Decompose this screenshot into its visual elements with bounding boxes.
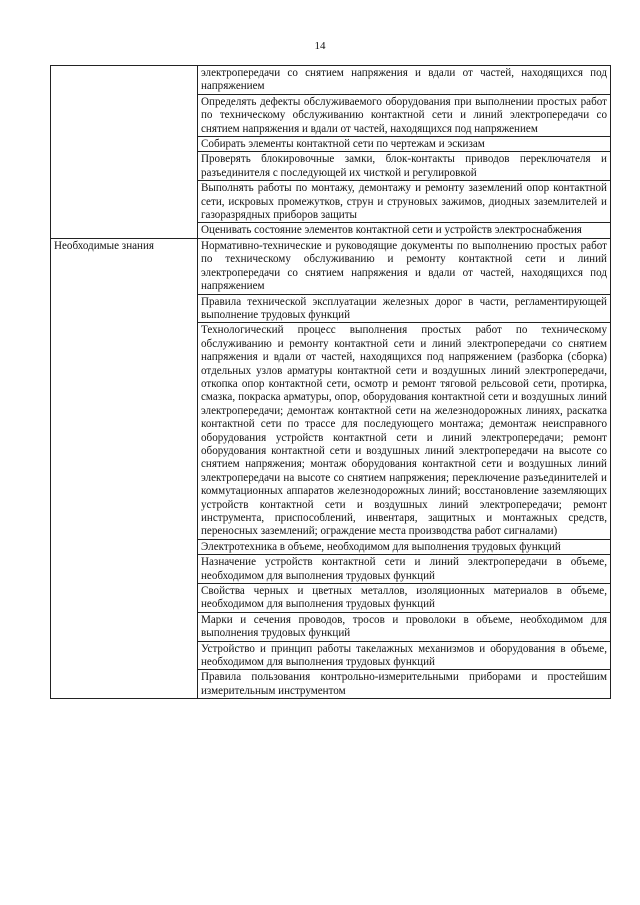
page-number: 14 [314,40,326,52]
table-row [51,66,611,95]
knowledge-item: Электротехника в объеме, необходимом для выполнения трудовых функций [198,539,611,554]
knowledge-item: Технологический процесс выполнения простых работ по техническому обслуживанию и ремонту контактной сети и линий электропередачи со снятием напряжения и вдали от частей, находящихся под напряжением (разборка (сборка) отдельных узлов арматуры контактной сети и воздушных линий электропередачи, откопка опор контактной сети, осмотр и ремонт тяговой рельсовой сети, протирка, смазка, покраска арматуры, опор, оборудования контактной сети и воздушных линий электропередачи; демонтаж контактной сети на железнодорожных линиях, раскатка контактной сети по трассе для последующего монтажа; демонтаж неисправного оборудования устройств контактной сети и линий электропередачи; ремонт оборудования контактной сети и воздушных линий электропередачи на высоте со снятием напряжения; монтаж оборудования контактной сети и воздушных линий электропередачи на высоте со снятием напряжения; переключение разъединителей и коммутационных аппаратов железнодорожных линий; восстановление заземляющих устройств контактной сети и воздушных линий электропередачи; ремонт инструмента, приспособлений, инвентаря, защитных и монтажных средств, переносных заземлений; ограждение места производства работ сигналами) [198,323,611,540]
skill-item: Оценивать состояние элементов контактной сети и устройств электроснабжения [198,223,611,238]
skill-item: электропередачи со снятием напряжения и вдали от частей, находящихся под напряжением [198,66,611,95]
knowledge-item: Правила пользования контрольно-измерительными приборами и простейшим измерительным инструментом [198,670,611,699]
knowledge-item: Правила технической эксплуатации железных дорог в части, регламентирующей выполнение трудовых функций [198,294,611,323]
knowledge-label: Необходимые знания [51,238,198,698]
knowledge-item: Устройство и принцип работы такелажных механизмов и оборудования в объеме, необходимом для выполнения трудовых функций [198,641,611,670]
skill-item: Выполнять работы по монтажу, демонтажу и ремонту заземлений опор контактной сети, искровых промежутков, струн и струновых зажимов, диодных заземлителей и газоразрядных приборов защиты [198,181,611,223]
knowledge-item: Нормативно-технические и руководящие документы по выполнению простых работ по техническому обслуживанию и ремонту контактной сети и линий электропередачи со снятием напряжения и вдали от частей, находящихся под напряжением [198,238,611,294]
knowledge-item: Свойства черных и цветных металлов, изоляционных материалов в объеме, необходимом для выполнения трудовых функций [198,584,611,613]
skill-item: Проверять блокировочные замки, блок-контакты приводов переключателя и разъединителя с последующей их чисткой и регулировкой [198,152,611,181]
skills-label-cell [51,66,198,239]
knowledge-item: Назначение устройств контактной сети и линий электропередачи в объеме, необходимом для выполнения трудовых функций [198,555,611,584]
requirements-table [50,65,611,699]
skill-item: Определять дефекты обслуживаемого оборудования при выполнении простых работ по техническому обслуживанию контактной сети и линий электропередачи со снятием напряжения и вдали от частей, находящихся под напряжением [198,94,611,136]
table-row [51,238,611,294]
knowledge-item: Марки и сечения проводов, тросов и проволоки в объеме, необходимом для выполнения трудовых функций [198,612,611,641]
skill-item: Собирать элементы контактной сети по чертежам и эскизам [198,137,611,152]
